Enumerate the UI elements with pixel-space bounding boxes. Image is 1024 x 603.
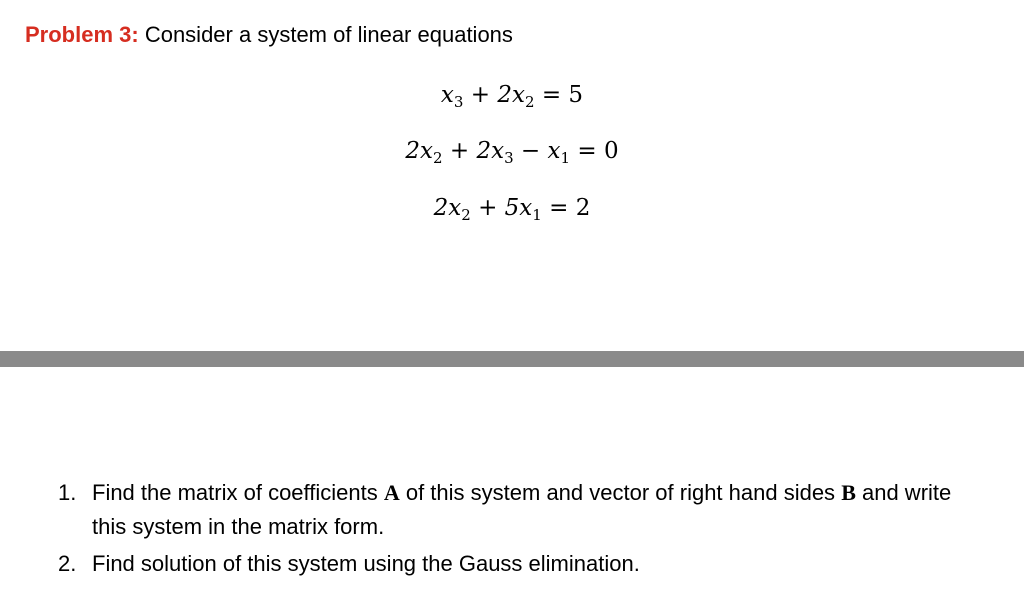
problem-intro-text: Consider a system of linear equations bbox=[144, 22, 513, 47]
equation-2: $2x_2 + 2x_3 - x_1 = 0$ bbox=[405, 138, 619, 167]
task-number: 1. bbox=[58, 480, 77, 505]
problem-label: Problem 3: bbox=[25, 22, 139, 47]
vector-b-symbol: B bbox=[841, 480, 856, 505]
page-divider bbox=[0, 351, 1024, 367]
task-item-2: 2. Find solution of this system using the Gauss elimination. bbox=[58, 547, 988, 581]
task-item-1: 1. Find the matrix of coefficients A of this system and vector of right hand sides B and write this system in the matrix form. bbox=[58, 476, 988, 544]
equation-3: $2x_2 + 5x_1 = 2$ bbox=[433, 195, 591, 224]
equation-1: $x_3 + 2x_2 = 5$ bbox=[440, 82, 584, 111]
task-number: 2. bbox=[58, 551, 77, 576]
task-list bbox=[58, 476, 988, 584]
matrix-a-symbol: A bbox=[383, 480, 400, 505]
problem-heading bbox=[25, 20, 513, 50]
